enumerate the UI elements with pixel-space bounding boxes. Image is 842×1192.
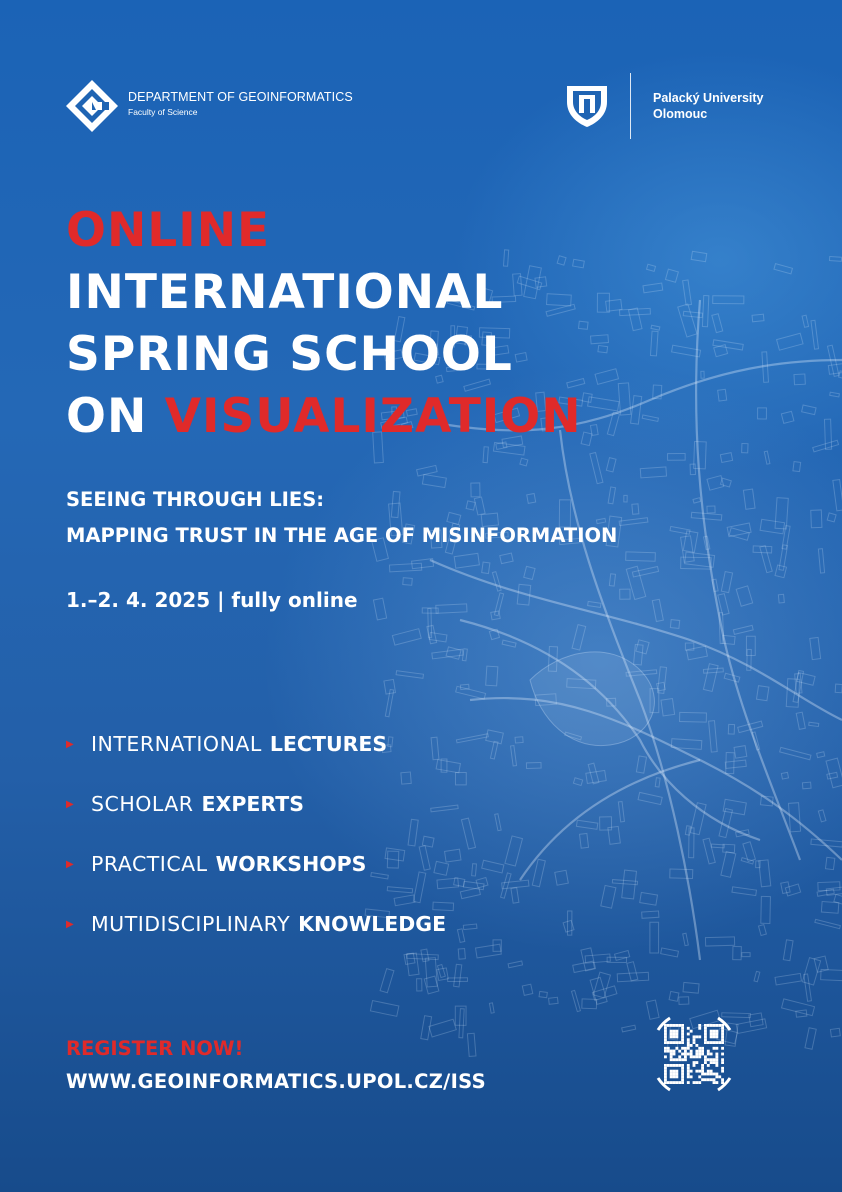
title-line-visualization <box>66 386 582 448</box>
feature-light-text: SCHOLAR <box>91 792 194 816</box>
triangle-right-icon: ▶ <box>66 798 74 810</box>
title-line-international: INTERNATIONAL <box>66 265 504 320</box>
department-logo-icon <box>66 80 118 132</box>
university-name-line2: Olomouc <box>653 107 708 121</box>
feature-bold-text: KNOWLEDGE <box>298 912 447 936</box>
subtitle-line1: SEEING THROUGH LIES: <box>66 488 325 511</box>
department-branding <box>128 90 353 117</box>
feature-item-experts <box>66 774 446 834</box>
registration-link[interactable]: WWW.GEOINFORMATICS.UPOL.CZ/ISS <box>66 1070 486 1093</box>
triangle-right-icon: ▶ <box>66 858 74 870</box>
register-label: REGISTER NOW! <box>66 1037 244 1060</box>
triangle-right-icon: ▶ <box>66 918 74 930</box>
feature-item-knowledge <box>66 894 446 954</box>
department-faculty: Faculty of Science <box>128 107 198 117</box>
feature-bold-text: LECTURES <box>269 732 388 756</box>
feature-item-lectures <box>66 714 446 774</box>
feature-item-workshops <box>66 834 446 894</box>
title-line-spring-school: SPRING SCHOOL <box>66 327 513 382</box>
department-name: DEPARTMENT OF GEOINFORMATICS <box>128 90 353 104</box>
university-name-line1: Palacký University <box>653 91 764 105</box>
feature-bold-text: WORKSHOPS <box>215 852 367 876</box>
university-crest-icon <box>565 82 609 128</box>
event-title <box>66 200 582 448</box>
feature-light-text: MUTIDISCIPLINARY <box>91 912 291 936</box>
feature-list <box>66 714 446 954</box>
title-line-online: ONLINE <box>66 203 271 258</box>
feature-bold-text: EXPERTS <box>201 792 304 816</box>
subtitle-line2: MAPPING TRUST IN THE AGE OF MISINFORMATION <box>66 524 618 547</box>
event-date: 1.–2. 4. 2025 | fully online <box>66 588 358 612</box>
feature-light-text: INTERNATIONAL <box>91 732 262 756</box>
qr-code-icon[interactable] <box>648 1008 740 1100</box>
title-on: ON <box>66 389 148 444</box>
event-subtitle <box>66 482 617 554</box>
qr-code-graphic <box>648 1008 740 1100</box>
title-visualization: VISUALIZATION <box>164 389 582 444</box>
triangle-right-icon: ▶ <box>66 738 74 750</box>
feature-light-text: PRACTICAL <box>91 852 208 876</box>
university-name <box>653 90 764 122</box>
logo-divider <box>630 73 631 139</box>
